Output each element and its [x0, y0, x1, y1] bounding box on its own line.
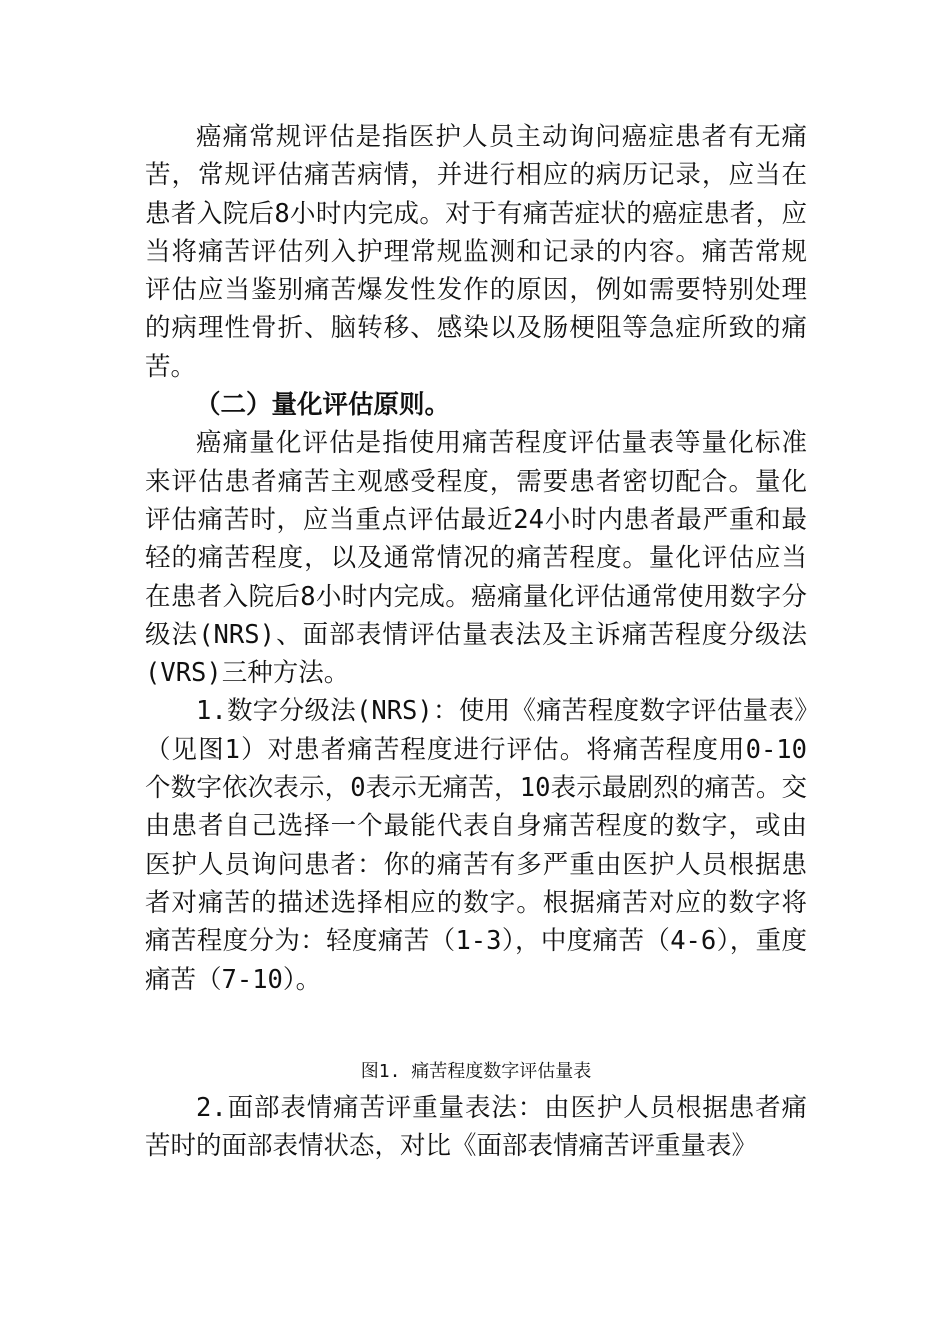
- figure-caption: 图1. 痛苦程度数字评估量表: [360, 1060, 592, 1082]
- body-paragraph-nrs-method: 1.数字分级法(NRS)：使用《痛苦程度数字评估量表》（见图1）对患者痛苦程度进行评估。将痛苦程度用0-10个数字依次表示，0表示无痛苦，10表示最剧烈的痛苦。交由患者自己选择一个最能代表自身痛苦程度的数字，或由医护人员询问患者：你的痛苦有多严重由医护人员根据患者对痛苦的描述选择相应的数字。根据痛苦对应的数字将痛苦程度分为：轻度痛苦（1-3），中度痛苦（4-6），重度痛苦（7-10）。: [145, 696, 807, 995]
- body-paragraph-face-scale-method: 2.面部表情痛苦评重量表法：由医护人员根据患者痛苦时的面部表情状态，对比《面部表情痛苦评重量表》: [145, 1092, 807, 1162]
- body-paragraph-quantitative-assessment: 癌痛量化评估是指使用痛苦程度评估量表等量化标准来评估患者痛苦主观感受程度，需要患者密切配合。量化评估痛苦时，应当重点评估最近24小时内患者最严重和最轻的痛苦程度，以及通常情况的痛苦程度。量化评估应当在患者入院后8小时内完成。癌痛量化评估通常使用数字分级法(NRS)、面部表情评估量表法及主诉痛苦程度分级法(VRS)三种方法。: [145, 428, 807, 689]
- document-page: [145, 118, 807, 1165]
- figure-placeholder: [145, 999, 807, 1055]
- body-paragraph-routine-assessment: 癌痛常规评估是指医护人员主动询问癌症患者有无痛苦，常规评估痛苦病情，并进行相应的病历记录，应当在患者入院后8小时内完成。对于有痛苦症状的癌症患者，应当将痛苦评估列入护理常规监测和记录的内容。痛苦常规评估应当鉴别痛苦爆发性发作的原因，例如需要特别处理的病理性骨折、脑转移、感染以及肠梗阻等急症所致的痛苦。: [145, 122, 807, 382]
- section-heading-quantitative-assessment: （二）量化评估原则。: [195, 390, 451, 421]
